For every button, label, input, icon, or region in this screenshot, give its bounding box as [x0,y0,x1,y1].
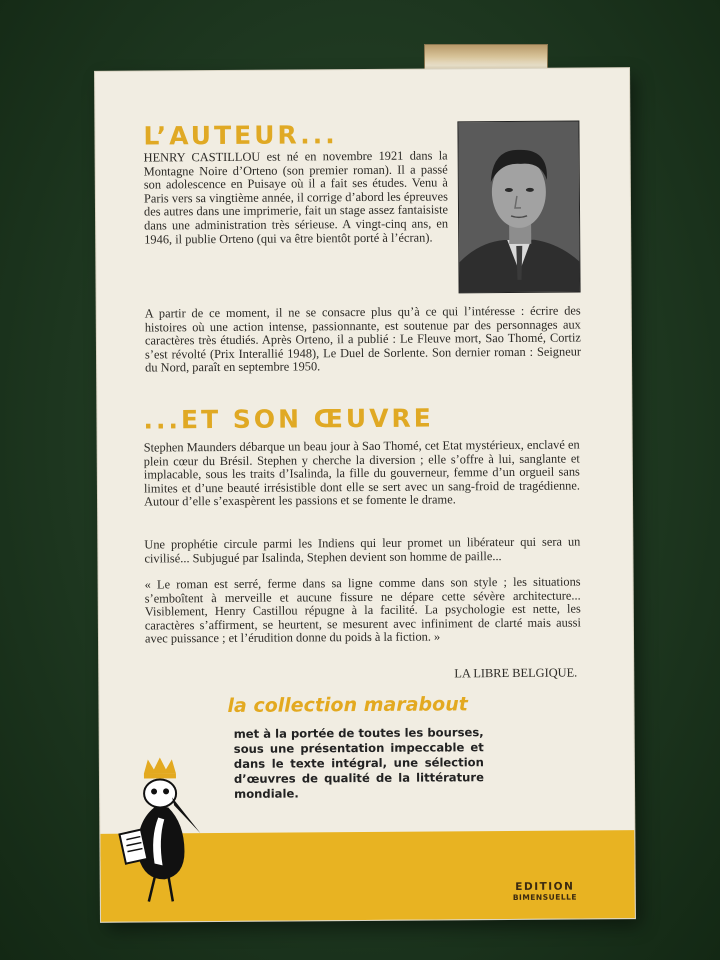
book-back-cover [95,68,635,922]
frequency-label: BIMENSUELLE [512,892,578,902]
author-portrait-icon [458,122,579,293]
marabout-mascot-icon [114,753,211,904]
collection-title: la collection marabout [227,693,468,717]
author-bio-1: HENRY CASTILLOU est né en novembre 1921 dans la Montagne Noire d’Orteno (son premier roman). Il a passé son adolescence en Puisaye où il a fait ses études. Venu à Paris vers sa vingtième année, il corrige d’abord les épreuves des autres dans une imprimerie, fait un stage assez fantaisiste dans une administration très sérieuse. A vingt-cinq ans, en 1946, il publie Orteno (qui va être bientôt porté à l’écran). [143,148,449,247]
author-bio-2: A partir de ce moment, il ne se consacre plus qu’à ce qui l’intéresse : écrire des histoires où une action intense, passionnante, est soutenue par des personnages aux caractères très étudiés. Après Orteno, il a publié : Le Fleuve mort, Sao Thomé, Cortiz s’est révolté (Prix Interallié 1948), Le Duel de Sorlente. Son dernier roman : Seigneur du Nord, paraît en septembre 1950. [144,303,582,375]
publisher-mark [513,881,577,902]
review-attribution: LA LIBRE BELGIQUE. [454,665,578,681]
edition-label: EDITION [515,880,575,893]
review-quote: « Le roman est serré, ferme dans sa ligne comme dans son style ; les situations s’emboîtent à merveille et aucune fissure ne dépare cette sévère architecture... Visiblement, Henry Castillou répugne à la facilité. La psychologie est nette, les caractères s’affirment, se heurtent, se mesurent avec infiniment de clarté mais aussi avec puissance ; et l’érudition donne du poids à la fiction. » [144,574,581,646]
synopsis-paragraph-1: Stephen Maunders débarque un beau jour à Sao Thomé, cet Etat mystérieux, enclavé en plein cœur du Brésil. Stephen y cherche la diversion ; elle s’offre à lui, sanglante et implacable, sous les traits d’Isalinda, la fille du gouverneur, femme d’un orgueil sans limites et d’une beauté irrésistible dont elle se sert avec un sang-froid de tragédienne. Autour d’elle s’exaspèrent les passions et se fomente le drame. [143,437,580,509]
work-heading: ...ET SON ŒUVRE [143,403,434,435]
collection-description: met à la portée de toutes les bourses, sous une présentation impeccable et dans le texte intégral, une sélection d’œuvres de qualité de la littérature mondiale. [233,725,485,801]
synopsis-paragraph-2: Une prophétie circule parmi les Indiens qui leur promet un libérateur qui sera un civilisé... Subjugué par Isalinda, Stephen devient son homme de paille... [144,534,581,566]
author-heading: L’AUTEUR... [143,120,338,151]
author-photo [457,120,580,293]
